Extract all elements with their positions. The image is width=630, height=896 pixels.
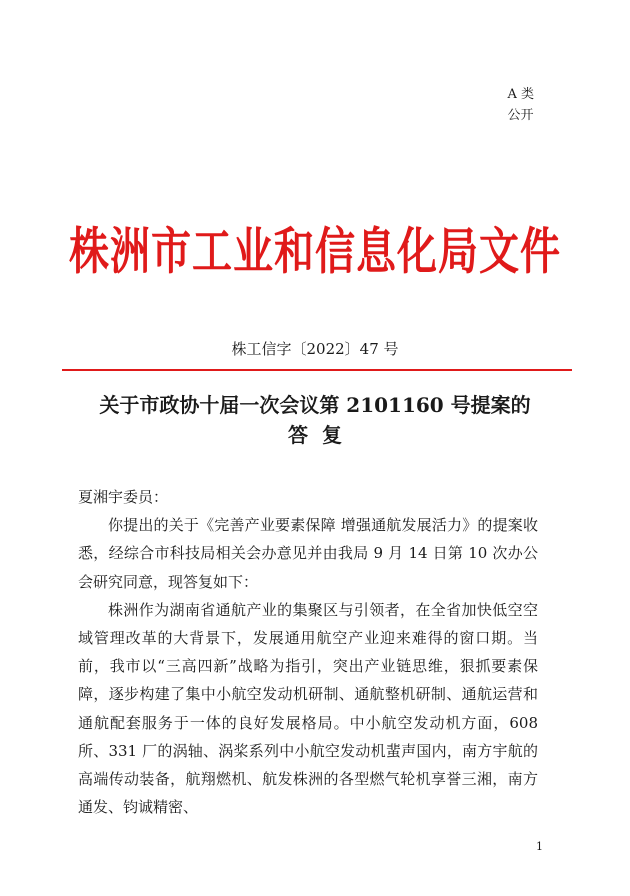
page-number: 1 bbox=[536, 840, 543, 853]
title-line-2: 答复 bbox=[288, 423, 356, 447]
title-line-1: 关于市政协十届一次会议第 2101160 号提案的 bbox=[99, 393, 531, 417]
document-body bbox=[78, 483, 538, 821]
salutation: 夏湘宇委员： bbox=[78, 488, 169, 506]
document-title bbox=[0, 390, 630, 450]
red-divider-line bbox=[62, 369, 572, 371]
classification-level: A 类 bbox=[507, 87, 534, 102]
body-paragraph-2: 株洲作为湖南省通航产业的集聚区与引领者，在全省加快低空空域管理改革的大背景下，发展通用航空产业迎来难得的窗口期。当前，我市以“三高四新”战略为指引，突出产业链思维，狠抓要素保障，逐步构建了集中小航空发动机研制、通航整机研制、通航运营和通航配套服务于一体的良好发展格局。中小航空发动机方面，608 所、331 厂的涡轴、涡桨系列中小航空发动机蜚声国内，南方宇航的高端传动装备，航翔燃机、航发株洲的各型燃气轮机享誉三湘，南方通发、钧诚精密、 bbox=[78, 600, 538, 817]
body-paragraph-1: 你提出的关于《完善产业要素保障 增强通航发展活力》的提案收悉，经综合市科技局相关会办意见并由我局 9 月 14 日第 10 次办公会研究同意，现答复如下： bbox=[78, 516, 538, 591]
organization-header: 株洲市工业和信息化局文件 bbox=[69, 223, 561, 281]
disclosure-status: 公开 bbox=[507, 108, 534, 123]
classification-block bbox=[507, 84, 534, 126]
document-number: 株工信字〔2022〕47 号 bbox=[231, 340, 399, 358]
